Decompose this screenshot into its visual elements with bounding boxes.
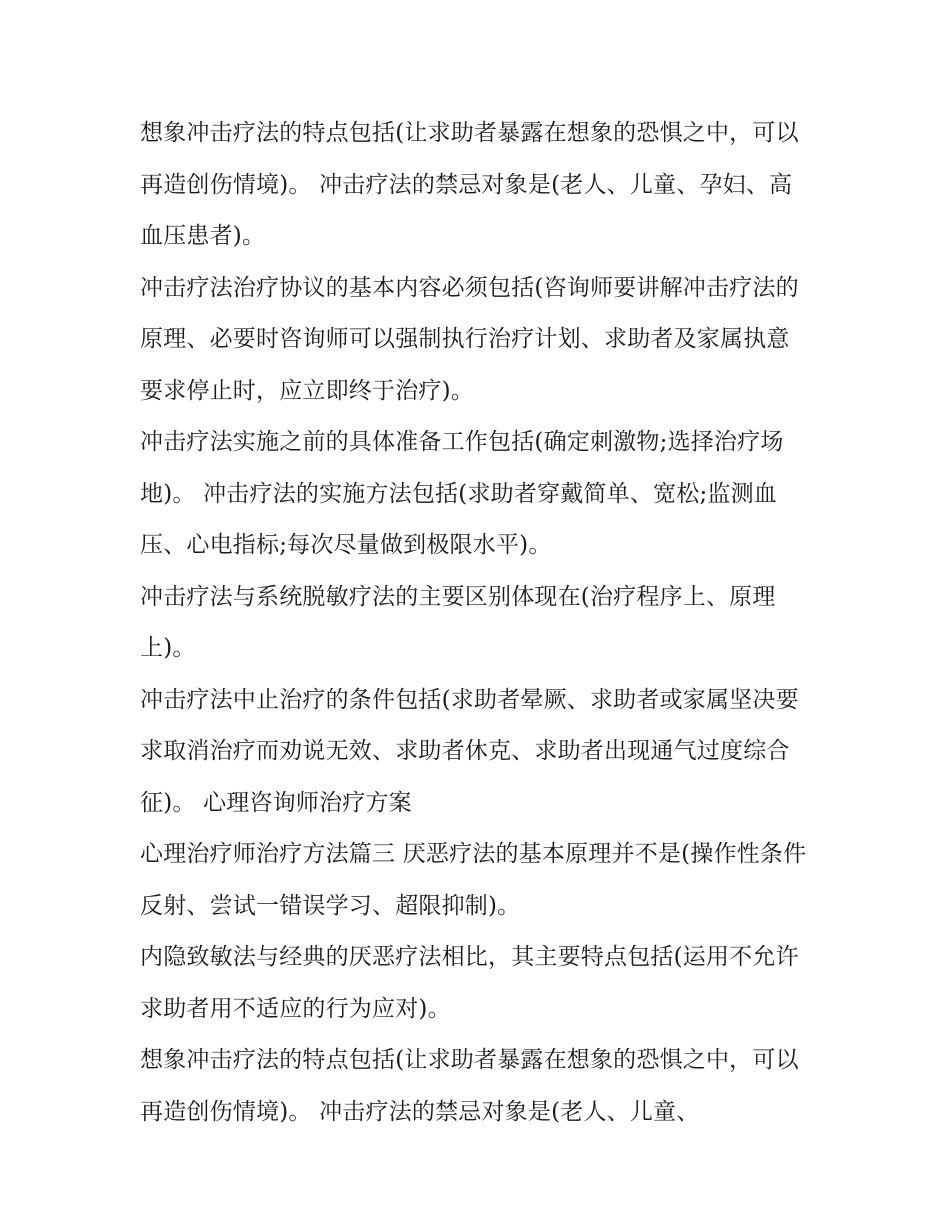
paragraph-6: 心理治疗师治疗方法篇三 厌恶疗法的基本原理并不是(操作性条件反射、尝试一错误学习、超限抑制)。	[140, 841, 807, 919]
paragraph-1: 想象冲击疗法的特点包括(让求助者暴露在想象的恐惧之中，可以再造创伤情境)。 冲击疗法的禁忌对象是(老人、儿童、孕妇、高血压患者)。	[140, 120, 799, 249]
paragraph-4: 冲击疗法与系统脱敏疗法的主要区别体现在(治疗程序上、原理上)。	[140, 583, 776, 661]
document-body	[140, 108, 812, 1138]
paragraph-7: 内隐致敏法与经典的厌恶疗法相比，其主要特点包括(运用不允许求助者用不适应的行为应对)。	[140, 944, 799, 1022]
paragraph-8: 想象冲击疗法的特点包括(让求助者暴露在想象的恐惧之中，可以再造创伤情境)。 冲击疗法的禁忌对象是(老人、儿童、	[140, 1047, 799, 1125]
paragraph-5: 冲击疗法中止治疗的条件包括(求助者晕厥、求助者或家属坚决要求取消治疗而劝说无效、求助者休克、求助者出现通气过度综合征)。 心理咨询师治疗方案	[140, 686, 799, 816]
paragraph-2: 冲击疗法治疗协议的基本内容必须包括(咨询师要讲解冲击疗法的原理、必要时咨询师可以强制执行治疗计划、求助者及家属执意要求停止时，应立即终于治疗)。	[140, 274, 799, 404]
paragraph-3: 冲击疗法实施之前的具体准备工作包括(确定刺激物;选择治疗场地)。 冲击疗法的实施方法包括(求助者穿戴简单、宽松;监测血压、心电指标;每次尽量做到极限水平)。	[140, 429, 784, 558]
